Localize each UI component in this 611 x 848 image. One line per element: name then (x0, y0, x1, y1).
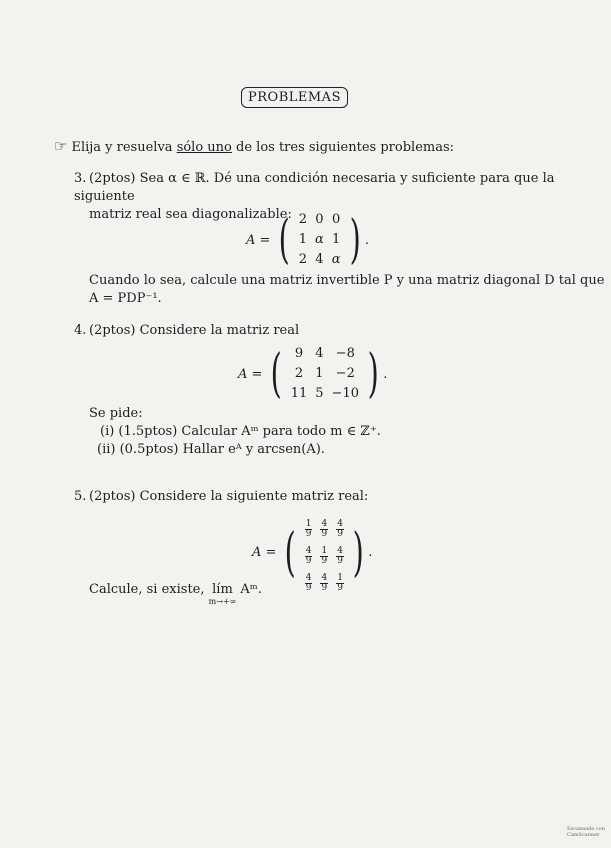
matrix-row (301, 512, 348, 539)
matrix-cell (316, 539, 332, 566)
matrix-cell: 5 (315, 386, 324, 401)
matrix-cell (301, 512, 317, 539)
problem-3-continuation: Cuando lo sea, calcule una matriz invertible P y una matriz diagonal D tal que A = PDP⁻¹. (89, 273, 605, 306)
matrix-row (301, 566, 348, 593)
limit-expression: lím m→+∞ (208, 582, 237, 606)
instructions: ☞ Elija y resuelva sólo uno de los tres siguientes problemas: (54, 137, 455, 155)
fraction (336, 520, 344, 539)
matrix-row (295, 250, 345, 270)
problem-5-question: Calcule, si existe, lím m→+∞ Aᵐ. (89, 582, 262, 606)
denominator: 9 (321, 583, 328, 593)
scanner-watermark: Escaneado con CamScanner (567, 826, 605, 838)
problem-5-statement: 5. (2ptos) Considere la siguiente matriz real: (74, 489, 369, 504)
matrix-cell: 2 (294, 366, 304, 381)
matrix-row (287, 384, 363, 404)
right-paren: ) (367, 344, 379, 404)
denominator: 9 (321, 556, 328, 566)
matrix-cell (301, 566, 317, 593)
matrix-cell: 4 (315, 252, 324, 267)
problem-4-matrix: A = ( 9 4 −8 2 1 −2 11 5 −10 ) . (238, 344, 388, 404)
numerator: 4 (337, 519, 343, 529)
matrix-row (287, 344, 363, 364)
denominator: 9 (337, 529, 343, 539)
matrix-cell (332, 539, 348, 566)
matrix-cell: 4 (315, 346, 324, 361)
denominator: 9 (321, 529, 328, 539)
fraction (320, 574, 328, 593)
fraction (305, 520, 313, 539)
matrix-cell: 0 (332, 212, 341, 227)
matrix-cell: 11 (290, 386, 308, 401)
matrix-cell (301, 539, 317, 566)
matrix-cell: −8 (335, 346, 355, 361)
left-paren: ( (284, 522, 297, 583)
numerator: 4 (337, 546, 343, 556)
matrix-entries (295, 210, 345, 270)
denominator: 9 (337, 556, 343, 566)
problem-3-matrix: A = ( 2 0 0 1 α 1 2 4 α ) . (246, 210, 369, 270)
fraction (320, 520, 328, 539)
fraction (305, 574, 313, 593)
matrix-cell (332, 512, 348, 539)
matrix-cell: −10 (331, 386, 359, 401)
numerator: 1 (321, 546, 328, 556)
numerator: 1 (337, 573, 343, 583)
fraction (320, 547, 328, 566)
problem-3-statement: 3. (2ptos) Sea α ∈ ℝ. Dé una condición necesaria y suficiente para que la siguiente matriz real sea diagonalizable: (74, 171, 555, 222)
matrix-row (287, 364, 363, 384)
left-paren: ( (278, 210, 291, 270)
numerator: 4 (321, 573, 328, 583)
pointing-hand-icon: ☞ (54, 137, 68, 155)
matrix-entries (301, 512, 348, 593)
matrix-cell: 1 (315, 366, 324, 381)
problem-4-questions: Se pide: (i) (1.5ptos) Calcular Aᵐ para todo m ∈ ℤ⁺. (ii) (0.5ptos) Hallar eᴬ y arcsen(A). (89, 406, 381, 457)
right-paren: ) (352, 522, 364, 583)
numerator: 4 (321, 519, 328, 529)
fraction (305, 547, 313, 566)
matrix-cell: α (315, 232, 324, 247)
left-paren: ( (270, 344, 283, 404)
matrix-cell: α (331, 252, 341, 267)
page-title: PROBLEMAS (241, 87, 348, 108)
fraction (336, 547, 344, 566)
right-paren: ) (349, 210, 361, 270)
matrix-cell: −2 (335, 366, 355, 381)
matrix-cell (332, 566, 348, 593)
matrix-row (295, 230, 345, 250)
matrix-entries (287, 344, 363, 404)
matrix-cell: 2 (298, 252, 307, 267)
matrix-cell: 1 (298, 232, 307, 247)
matrix-row (301, 539, 348, 566)
matrix-cell (316, 512, 332, 539)
matrix-row (295, 210, 345, 230)
problem-4-statement: 4. (2ptos) Considere la matriz real (74, 323, 300, 338)
denominator: 9 (305, 583, 312, 593)
matrix-cell: 0 (315, 212, 324, 227)
fraction (336, 574, 344, 593)
denominator: 9 (305, 529, 312, 539)
matrix-cell (316, 566, 332, 593)
matrix-cell: 9 (294, 346, 304, 361)
numerator: 4 (305, 573, 312, 583)
numerator: 1 (305, 519, 312, 529)
denominator: 9 (305, 556, 312, 566)
matrix-cell: 1 (332, 232, 341, 247)
problem-5-matrix: A = ( $\frac{1}{9}$ $\frac{4}{9}$ $\frac{4}{9}$ $\frac{4}{9}$ $\frac{1}{9}$ $\frac{4}{9}$ $\frac{4}{9}$ $\frac{4}{9}$ $\frac{1}{9}$ ) . (252, 512, 372, 593)
numerator: 4 (305, 546, 312, 556)
denominator: 9 (337, 583, 343, 593)
matrix-cell: 2 (298, 212, 307, 227)
